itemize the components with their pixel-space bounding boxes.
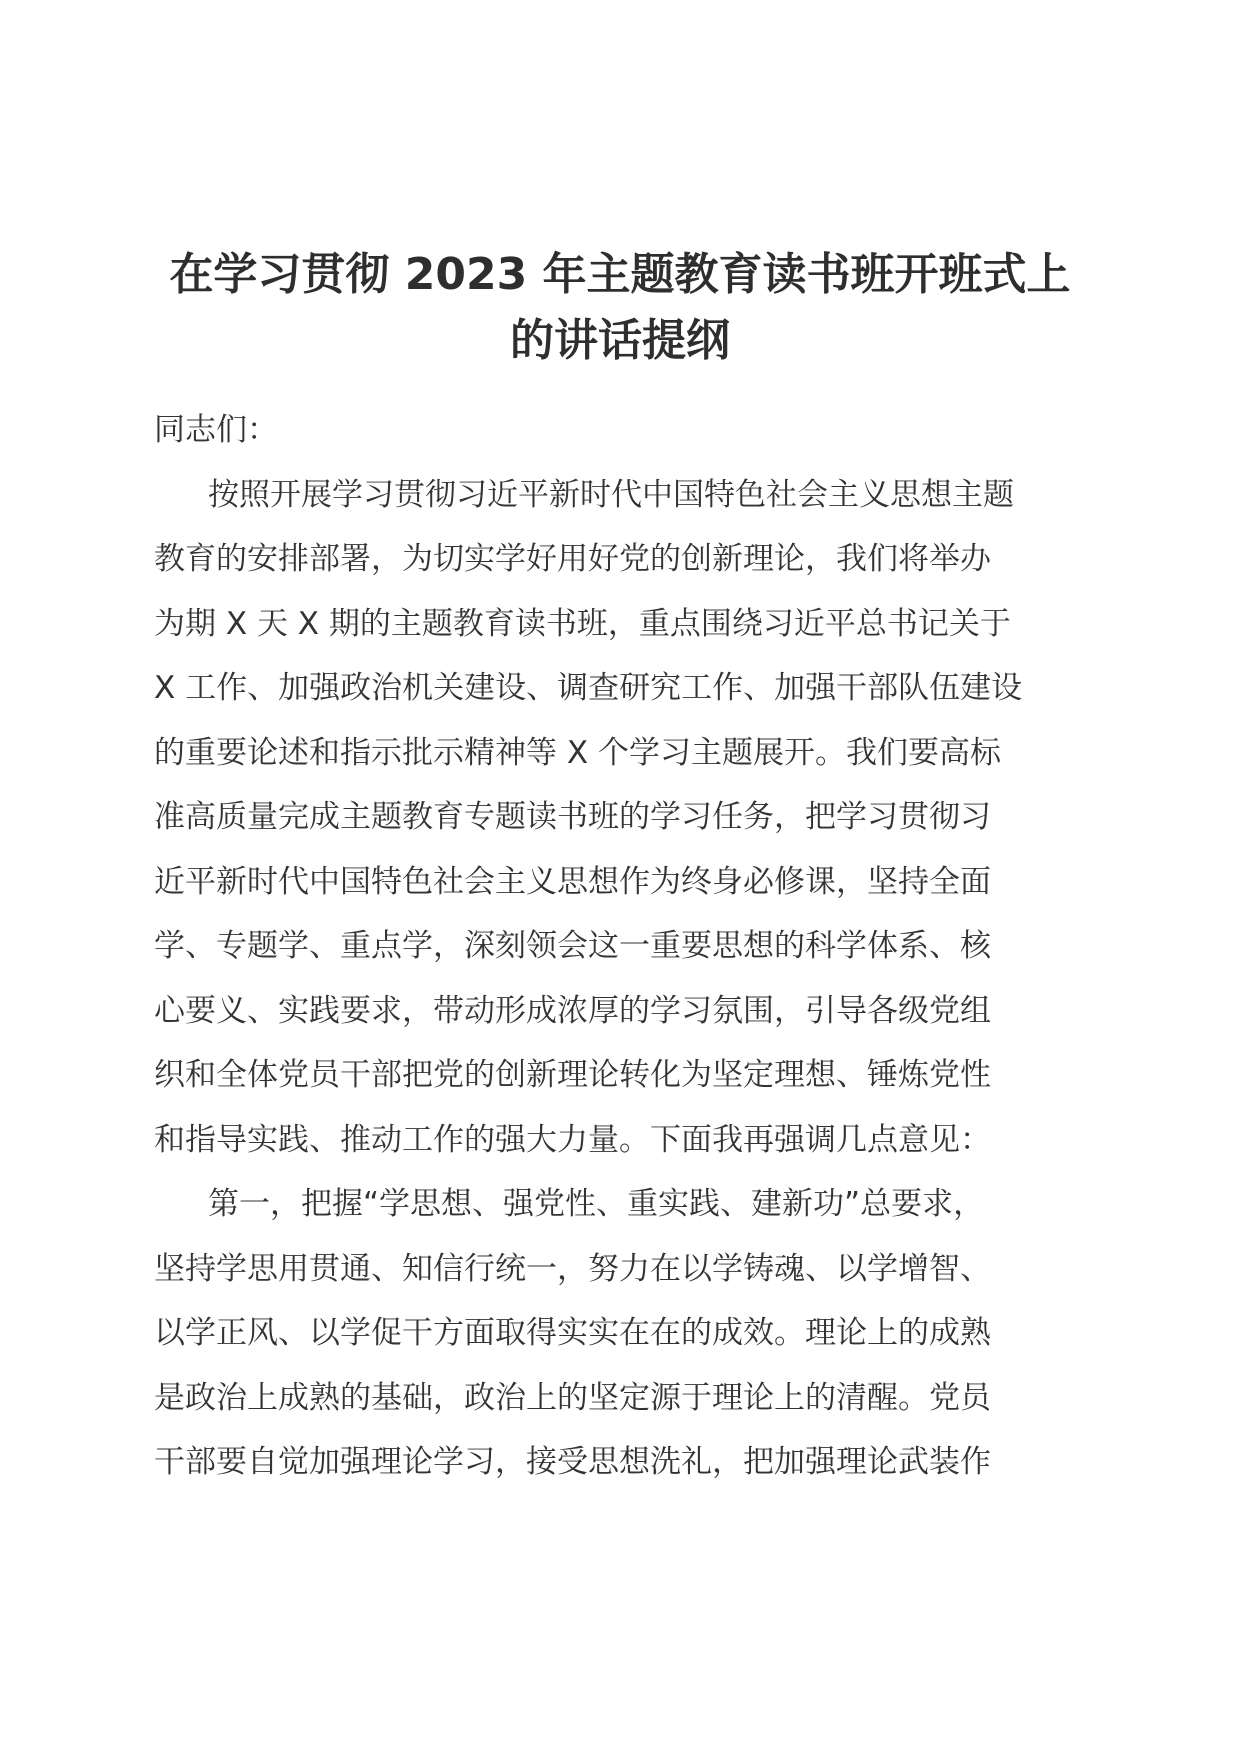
body-line: X 工作、加强政治机关建设、调查研究工作、加强干部队伍建设	[154, 670, 1023, 706]
title-line-2: 的讲话提纲	[510, 315, 730, 366]
title-line-1: 在学习贯彻 2023 年主题教育读书班开班式上	[169, 249, 1071, 300]
body-line: 心要义、实践要求，带动形成浓厚的学习氛围，引导各级党组	[154, 992, 991, 1029]
body-line: 和指导实践、推动工作的强大力量。下面我再强调几点意见：	[154, 1121, 991, 1158]
body-line: 近平新时代中国特色社会主义思想作为终身必修课，坚持全面	[154, 863, 991, 900]
body-line: 学、专题学、重点学，深刻领会这一重要思想的科学体系、核	[154, 928, 991, 964]
document-title	[150, 242, 1090, 374]
salutation: 同志们：	[154, 412, 278, 448]
body-line: 为期 X 天 X 期的主题教育读书班，重点围绕习近平总书记关于	[154, 605, 1011, 642]
body-line: 坚持学思用贯通、知信行统一，努力在以学铸魂、以学增智、	[154, 1250, 991, 1287]
body-line: 是政治上成熟的基础，政治上的坚定源于理论上的清醒。党员	[154, 1379, 991, 1416]
body-line: 干部要自觉加强理论学习，接受思想洗礼，把加强理论武装作	[154, 1444, 991, 1480]
document-body	[154, 398, 1094, 1495]
body-line: 准高质量完成主题教育专题读书班的学习任务，把学习贯彻习	[154, 799, 991, 835]
body-line: 按照开展学习贯彻习近平新时代中国特色社会主义思想主题	[208, 476, 1014, 513]
body-line: 织和全体党员干部把党的创新理论转化为坚定理想、锤炼党性	[154, 1057, 991, 1093]
body-line: 的重要论述和指示批示精神等 X 个学习主题展开。我们要高标	[154, 734, 1001, 771]
body-line: 教育的安排部署，为切实学好用好党的创新理论，我们将举办	[154, 541, 991, 577]
body-line: 以学正风、以学促干方面取得实实在在的成效。理论上的成熟	[154, 1315, 991, 1351]
body-line: 第一，把握“学思想、强党性、重实践、建新功”总要求，	[208, 1186, 985, 1222]
